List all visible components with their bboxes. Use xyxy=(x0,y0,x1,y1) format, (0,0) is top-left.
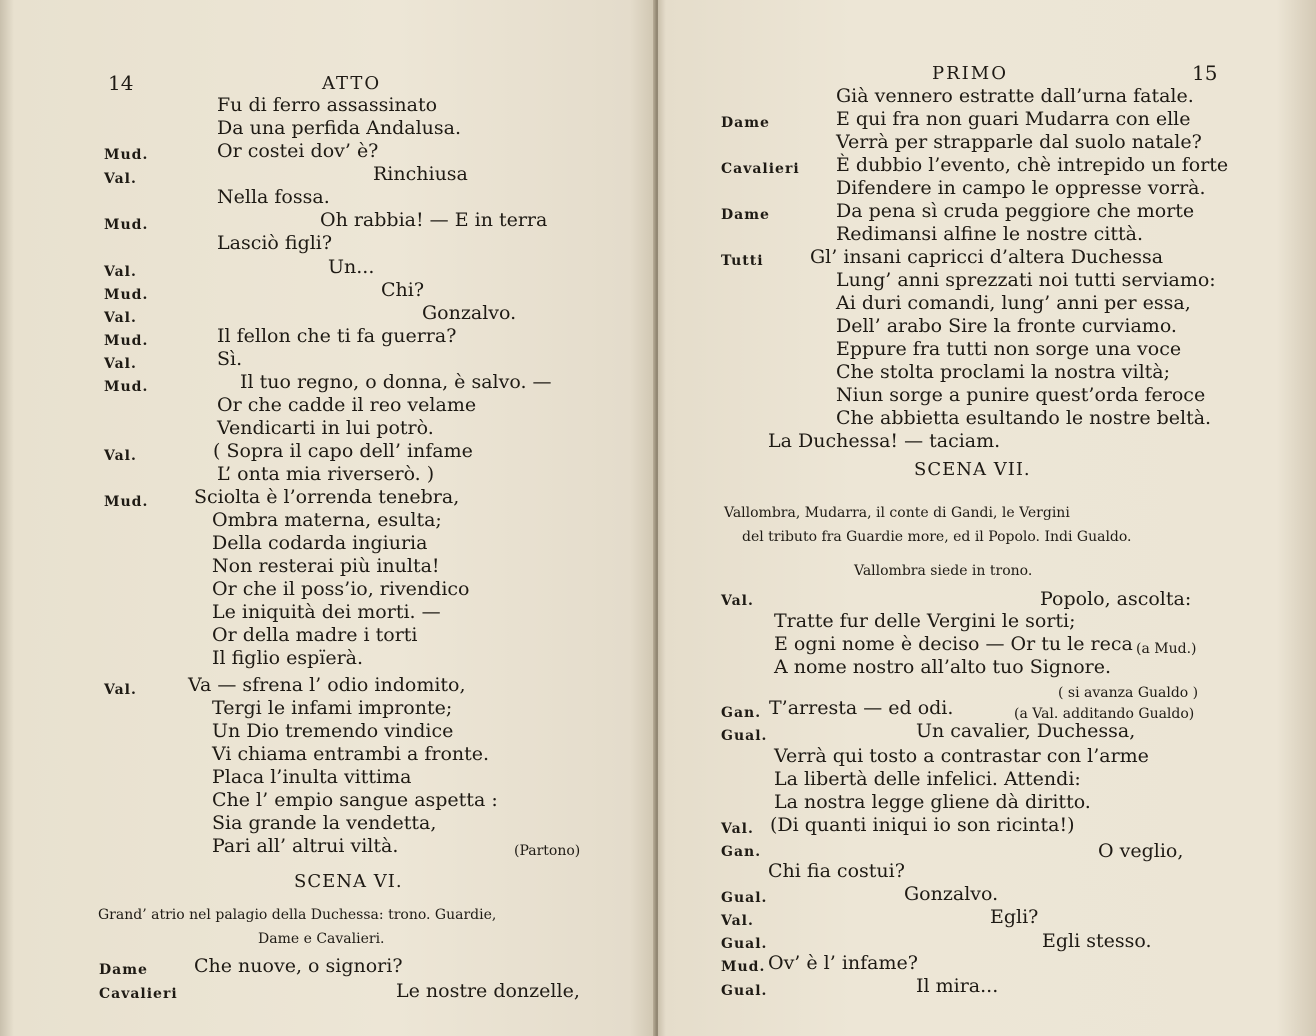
speaker-label: Mud. xyxy=(104,333,149,349)
verse-line: Un cavalier, Duchessa, xyxy=(916,720,1136,742)
speaker-label: Mud. xyxy=(104,494,149,510)
verse-line: Or della madre i torti xyxy=(212,624,418,646)
speaker-label: Dame xyxy=(99,962,148,978)
scene-title: SCENA VI. xyxy=(294,871,403,892)
stage-direction: Vallombra siede in trono. xyxy=(854,563,1033,579)
verse-line: Un... xyxy=(328,256,375,278)
verse-line: Vendicarti in lui potrò. xyxy=(217,417,434,439)
speaker-label: Gual. xyxy=(721,936,768,952)
verse-line: Lung’ anni sprezzati noi tutti serviamo: xyxy=(836,269,1216,291)
verse-line: Popolo, ascolta: xyxy=(1040,588,1192,610)
verse-line: O veglio, xyxy=(1098,840,1184,862)
verse-line: Il figlio espïerà. xyxy=(212,647,364,669)
verse-line: Le nostre donzelle, xyxy=(396,980,580,1002)
verse-line: A nome nostro all’alto tuo Signore. xyxy=(774,656,1112,678)
verse-line: Tergi le infami impronte; xyxy=(212,697,453,719)
speaker-label: Val. xyxy=(721,593,754,609)
page-number: 14 xyxy=(108,71,134,95)
speaker-label: Dame xyxy=(721,207,770,223)
verse-line: E qui fra non guari Mudarra con elle xyxy=(836,108,1191,130)
verse-line: Or che cadde il reo velame xyxy=(217,394,477,416)
verse-line: Che nuove, o signori? xyxy=(194,955,403,977)
verse-line: ( Sopra il capo dell’ infame xyxy=(213,440,473,462)
stage-direction: (a Val. additando Gualdo) xyxy=(1014,706,1195,722)
speaker-label: Val. xyxy=(104,171,137,187)
speaker-label: Gual. xyxy=(721,890,768,906)
speaker-label: Cavalieri xyxy=(99,986,178,1002)
scene-setting: Dame e Cavalieri. xyxy=(258,931,385,947)
verse-line: Nella fossa. xyxy=(217,186,330,208)
verse-line: Ov’ è l’ infame? xyxy=(768,952,918,974)
verse-line: Gonzalvo. xyxy=(422,302,517,324)
verse-line: Rinchiusa xyxy=(373,163,468,185)
verse-line: Difendere in campo le oppresse vorrà. xyxy=(836,177,1206,199)
verse-line: Ai duri comandi, lung’ anni per essa, xyxy=(836,292,1191,314)
verse-line: L’ onta mia riverserò. ) xyxy=(217,463,435,485)
verse-line: Gl’ insani capricci d’altera Duchessa xyxy=(810,246,1164,268)
verse-line: Il tuo regno, o donna, è salvo. — xyxy=(240,371,552,393)
speaker-label: Val. xyxy=(104,682,137,698)
verse-line: Dell’ arabo Sire la fronte curviamo. xyxy=(836,315,1177,337)
scene-setting: Grand’ atrio nel palagio della Duchessa: trono. Guardie, xyxy=(98,907,497,923)
speaker-label: Val. xyxy=(104,448,137,464)
scene-cast: Vallombra, Mudarra, il conte di Gandi, le Vergini xyxy=(724,505,1070,521)
verse-line: Vi chiama entrambi a fronte. xyxy=(212,743,490,765)
verse-line: Egli stesso. xyxy=(1042,930,1152,952)
stage-direction: (Partono) xyxy=(514,843,581,859)
speaker-label: Val. xyxy=(104,356,137,372)
verse-line: Le iniquità dei morti. — xyxy=(212,601,441,623)
verse-line: Sia grande la vendetta, xyxy=(212,812,437,834)
speaker-label: Mud. xyxy=(104,287,149,303)
verse-line: (Di quanti iniqui io son ricinta!) xyxy=(770,814,1075,836)
verse-line: Da pena sì cruda peggiore che morte xyxy=(836,200,1195,222)
verse-line: Or costei dov’ è? xyxy=(217,140,379,162)
speaker-label: Gan. xyxy=(721,844,762,860)
scene-cast: del tributo fra Guardie more, ed il Popolo. Indi Gualdo. xyxy=(742,529,1132,545)
verse-line: La nostra legge gliene dà diritto. xyxy=(774,791,1091,813)
verse-line: Chi fia costui? xyxy=(768,860,905,882)
verse-line: Già vennero estratte dall’urna fatale. xyxy=(836,85,1194,107)
speaker-label: Val. xyxy=(721,821,754,837)
speaker-label: Mud. xyxy=(104,147,149,163)
running-head: PRIMO xyxy=(932,63,1008,84)
speaker-label: Tutti xyxy=(721,253,764,269)
speaker-label: Dame xyxy=(721,115,770,131)
verse-line: Verrà qui tosto a contrastar con l’arme xyxy=(774,745,1149,767)
verse-line: Pari all’ altrui viltà. xyxy=(212,835,399,857)
speaker-label: Val. xyxy=(104,310,137,326)
verse-line: Ombra materna, esulta; xyxy=(212,509,442,531)
verse-line: Placa l’inulta vittima xyxy=(212,766,412,788)
speaker-label: Mud. xyxy=(104,379,149,395)
speaker-label: Val. xyxy=(721,913,754,929)
speaker-label: Gual. xyxy=(721,728,768,744)
verse-line: Un Dio tremendo vindice xyxy=(212,720,454,742)
verse-line: La libertà delle infelici. Attendi: xyxy=(774,768,1081,790)
verse-line: Niun sorge a punire quest’orda feroce xyxy=(836,384,1206,406)
verse-line: Il mira... xyxy=(916,975,999,997)
speaker-label: Gual. xyxy=(721,983,768,999)
speaker-label: Gan. xyxy=(721,705,762,721)
verse-line: Lasciò figli? xyxy=(217,232,333,254)
verse-line: Or che il poss’io, rivendico xyxy=(212,578,470,600)
speaker-label: Mud. xyxy=(104,217,149,233)
verse-line: E ogni nome è deciso — Or tu le reca xyxy=(774,633,1133,655)
verse-line: Il fellon che ti fa guerra? xyxy=(217,325,457,347)
verse-line: Redimansi alfine le nostre città. xyxy=(836,223,1143,245)
verse-line: Da una perfida Andalusa. xyxy=(217,117,462,139)
verse-line: Verrà per strapparle dal suolo natale? xyxy=(836,131,1202,153)
left-page xyxy=(0,0,656,1036)
verse-line: Non resterai più inulta! xyxy=(212,555,440,577)
verse-line: La Duchessa! — taciam. xyxy=(768,430,1001,452)
verse-line: Fu di ferro assassinato xyxy=(217,94,438,116)
verse-line: Gonzalvo. xyxy=(904,883,999,905)
stage-direction: ( si avanza Gualdo ) xyxy=(1058,685,1199,701)
running-head: ATTO xyxy=(322,73,382,94)
verse-line: Della codarda ingiuria xyxy=(212,532,428,554)
verse-line: Chi? xyxy=(381,279,425,301)
right-page xyxy=(658,0,1316,1036)
speaker-label: Cavalieri xyxy=(721,161,800,177)
verse-line: Che stolta proclami la nostra viltà; xyxy=(836,361,1171,383)
speaker-label: Val. xyxy=(104,264,137,280)
verse-line: Che l’ empio sangue aspetta : xyxy=(212,789,498,811)
verse-line: Sciolta è l’orrenda tenebra, xyxy=(194,486,460,508)
scene-title: SCENA VII. xyxy=(914,459,1031,480)
verse-line: T’arresta — ed odi. xyxy=(769,697,954,719)
verse-line: Oh rabbia! — E in terra xyxy=(320,209,548,231)
verse-line: Che abbietta esultando le nostre beltà. xyxy=(836,407,1212,429)
verse-line: Eppure fra tutti non sorge una voce xyxy=(836,338,1182,360)
page-number: 15 xyxy=(1192,61,1218,85)
verse-line: Va — sfrena l’ odio indomito, xyxy=(188,674,466,696)
verse-line: Sì. xyxy=(217,348,243,370)
stage-direction: (a Mud.) xyxy=(1136,641,1197,657)
verse-line: Tratte fur delle Vergini le sorti; xyxy=(774,610,1076,632)
verse-line: È dubbio l’evento, chè intrepido un forte xyxy=(836,154,1229,176)
speaker-label: Mud. xyxy=(721,959,766,975)
verse-line: Egli? xyxy=(990,906,1039,928)
